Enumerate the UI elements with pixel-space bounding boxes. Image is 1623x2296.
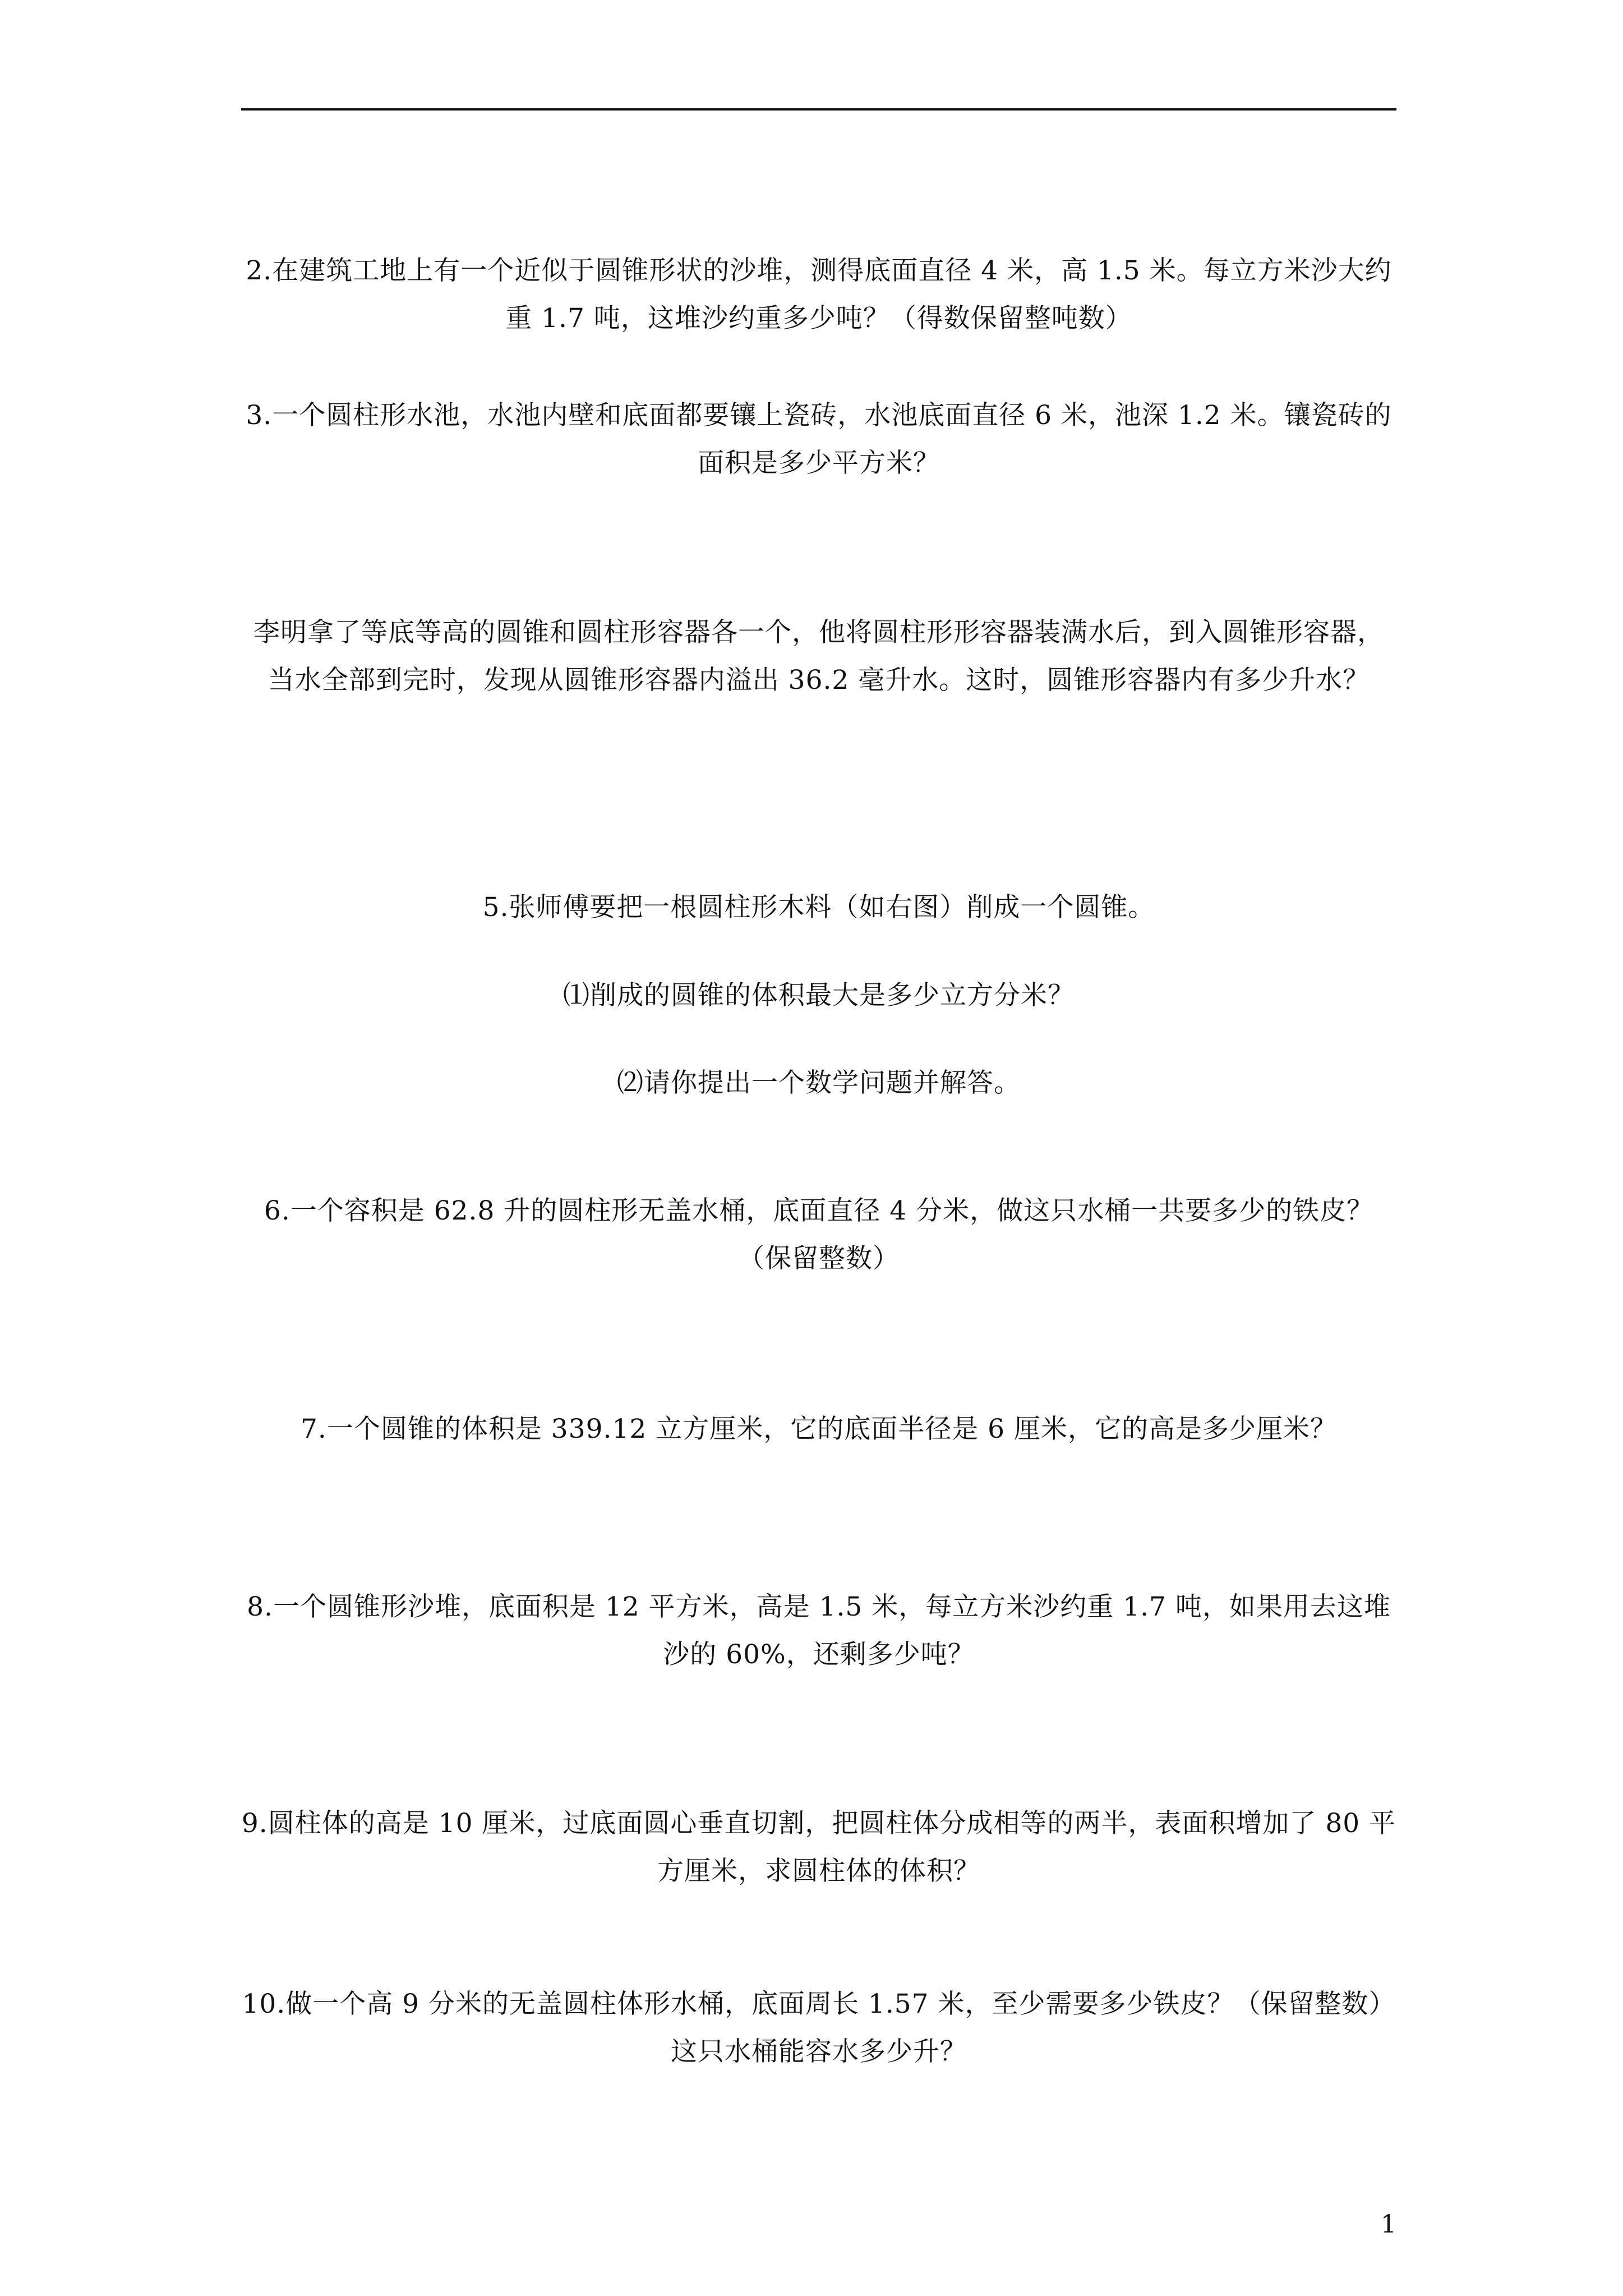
question-7: 7.一个圆锥的体积是 339.12 立方厘米，它的底面半径是 6 厘米，它的高是多少厘米？ bbox=[301, 1414, 1337, 1444]
question-5: 5.张师傅要把一根圆柱形木料（如右图）削成一个圆锥。 bbox=[482, 892, 1155, 923]
page-number: 1 bbox=[1381, 2210, 1396, 2239]
question-5-part-1: ⑴削成的圆锥的体积最大是多少立方分米？ bbox=[563, 980, 1075, 1011]
header-rule bbox=[241, 108, 1396, 111]
question-2: 2.在建筑工地上有一个近似于圆锥形状的沙堆，测得底面直径 4 米，高 1.5 米。每立方米沙大约重 1.7 吨，这堆沙约重多少吨？（得数保留整吨数） bbox=[246, 255, 1392, 334]
question-8: 8.一个圆锥形沙堆，底面积是 12 平方米，高是 1.5 米，每立方米沙约重 1.7 吨，如果用去这堆沙的 60%，还剩多少吨？ bbox=[247, 1591, 1391, 1670]
question-5-part-2: ⑵请你提出一个数学问题并解答。 bbox=[617, 1068, 1021, 1098]
question-4: 李明拿了等底等高的圆锥和圆柱形容器各一个，他将圆柱形形容器装满水后，到入圆锥形容器，当水全部到完时，发现从圆锥形容器内溢出 36.2 毫升水。这时，圆锥形容器内有多少升水？ bbox=[253, 617, 1384, 696]
question-9: 9.圆柱体的高是 10 厘米，过底面圆心垂直切割，把圆柱体分成相等的两半，表面积增加了 80 平方厘米，求圆柱体的体积？ bbox=[241, 1808, 1396, 1887]
question-10: 10.做一个高 9 分米的无盖圆柱体形水桶，底面周长 1.57 米，至少需要多少铁皮？（保留整数）这只水桶能容水多少升？ bbox=[242, 1989, 1396, 2067]
question-3: 3.一个圆柱形水池，水池内壁和底面都要镶上瓷砖，水池底面直径 6 米，池深 1.2 米。镶瓷砖的面积是多少平方米？ bbox=[246, 400, 1392, 478]
question-6: 6.一个容积是 62.8 升的圆柱形无盖水桶，底面直径 4 分米，做这只水桶一共要多少的铁皮？（保留整数） bbox=[264, 1195, 1374, 1274]
